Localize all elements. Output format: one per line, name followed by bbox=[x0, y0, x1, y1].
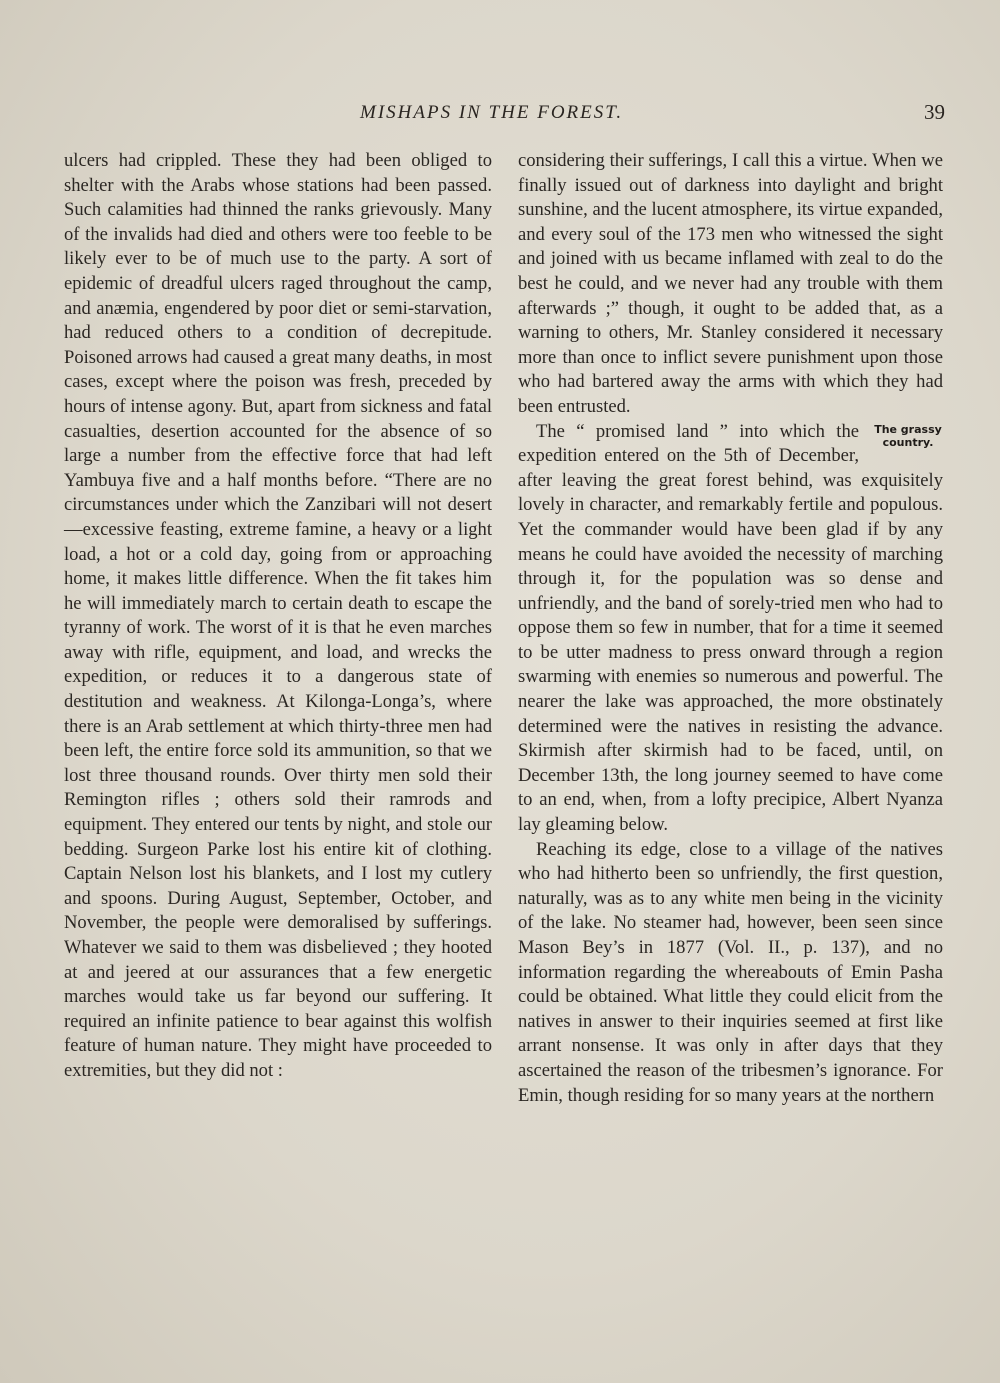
running-title: MISHAPS IN THE FOREST. bbox=[360, 102, 624, 123]
right-paragraph-3: Reaching its edge, close to a village of the natives who had hitherto been so unfriendly, the first question, naturally, was as to any white men being in the vicinity of the lake. No steamer had, however, been seen since Mason Bey’s in 1877 (Vol. II., p. 137), and no information regarding the whereabouts of Emin Pasha could be obtained. What little they could elicit from the natives in answer to their inquiries seemed at first like arrant nonsense. It was only in after days that they ascertained the reason of the tribesmen’s ignorance. For Emin, though residing for so many years at the northern bbox=[518, 838, 943, 1106]
right-column bbox=[518, 149, 943, 1108]
right-paragraph-1: considering their sufferings, I call this a virtue. When we finally issued out of darkness into daylight and bright sunshine, and the lucent atmosphere, its virtue expanded, and every soul of the 173 men who witnessed the sight and joined with us became inflamed with zeal to do the best he could, and we never had any trouble with them afterwards ;” though, it ought to be added that, as a warning to others, Mr. Stanley considered it necessary more than once to inflict severe punishment upon those who had bartered away the arms with which they had been entrusted. bbox=[518, 150, 943, 417]
margin-note: The grassy country. bbox=[874, 422, 942, 449]
page-number: 39 bbox=[924, 100, 945, 124]
left-column bbox=[64, 149, 492, 1084]
left-paragraph-1: ulcers had crippled. These they had been obliged to shelter with the Arabs whose stations had been passed. Such calamities had thinned the ranks grievously. Many of the invalids had died and others were too feeble to be likely ever to be of much use to the party. A sort of epidemic of dreadful ulcers raged throughout the camp, and anæmia, engendered by poor diet or semi-starvation, had reduced others to a condition of decrepitude. Poisoned arrows had caused a great many deaths, in most cases, except where the poison was fresh, preceded by hours of intense agony. But, apart from sickness and fatal casualties, desertion accounted for the absence of so large a number from the effective force that had left Yambuya five and a half months before. “There are no circumstances under which the Zanzibari will not desert—excessive feasting, extreme famine, a heavy or a light load, a hot or a cold day, going from or approaching home, it makes little difference. When the fit takes him he will immediately march to certain death to escape the tyranny of work. The worst of it is that he even marches away with rifle, equipment, and load, and wrecks the expedition, or reduces it to a dangerous state of destitution and weakness. At Kilonga-Longa’s, where there is an Arab settlement at which thirty-three men had been left, the entire force sold its ammunition, so that we lost three thousand rounds. Over thirty men sold their Remington rifles ; others sold their ramrods and equipment. They entered our tents by night, and stole our bedding. Surgeon Parke lost his entire kit of clothing. Captain Nelson lost his blankets, and I lost my cutlery and spoons. During August, September, October, and November, the people were demoralised by sufferings. Whatever we said to them was disbelieved ; they hooted at and jeered at our assurances that a few energetic marches would take us far beyond our suffering. It required an infinite patience to bear against this wolfish feature of human nature. They might have proceeded to extremities, but they did not : bbox=[64, 150, 492, 1081]
right-paragraph-2: The “ promised land ” into which the expedition entered on the 5th of December, after leaving the great forest behind, was exquisitely lovely in character, and remarkably fertile and populous. Yet the commander would have been glad if by any means he could have avoided the necessity of marching through it, for the population was so dense and unfriendly, and the band of sorely-tried men who had to oppose them so few in number, that for a time it seemed to be utter madness to press onward through a region swarming with enemies so numerous and powerful. The nearer the lake was approached, the more obstinately determined were the natives in resisting the advance. Skirmish after skirmish had to be faced, until, on December 13th, the long journey seemed to have come to an end, when, from a lofty precipice, Albert Nyanza lay gleaming below. bbox=[518, 420, 943, 836]
running-head bbox=[0, 100, 1000, 130]
